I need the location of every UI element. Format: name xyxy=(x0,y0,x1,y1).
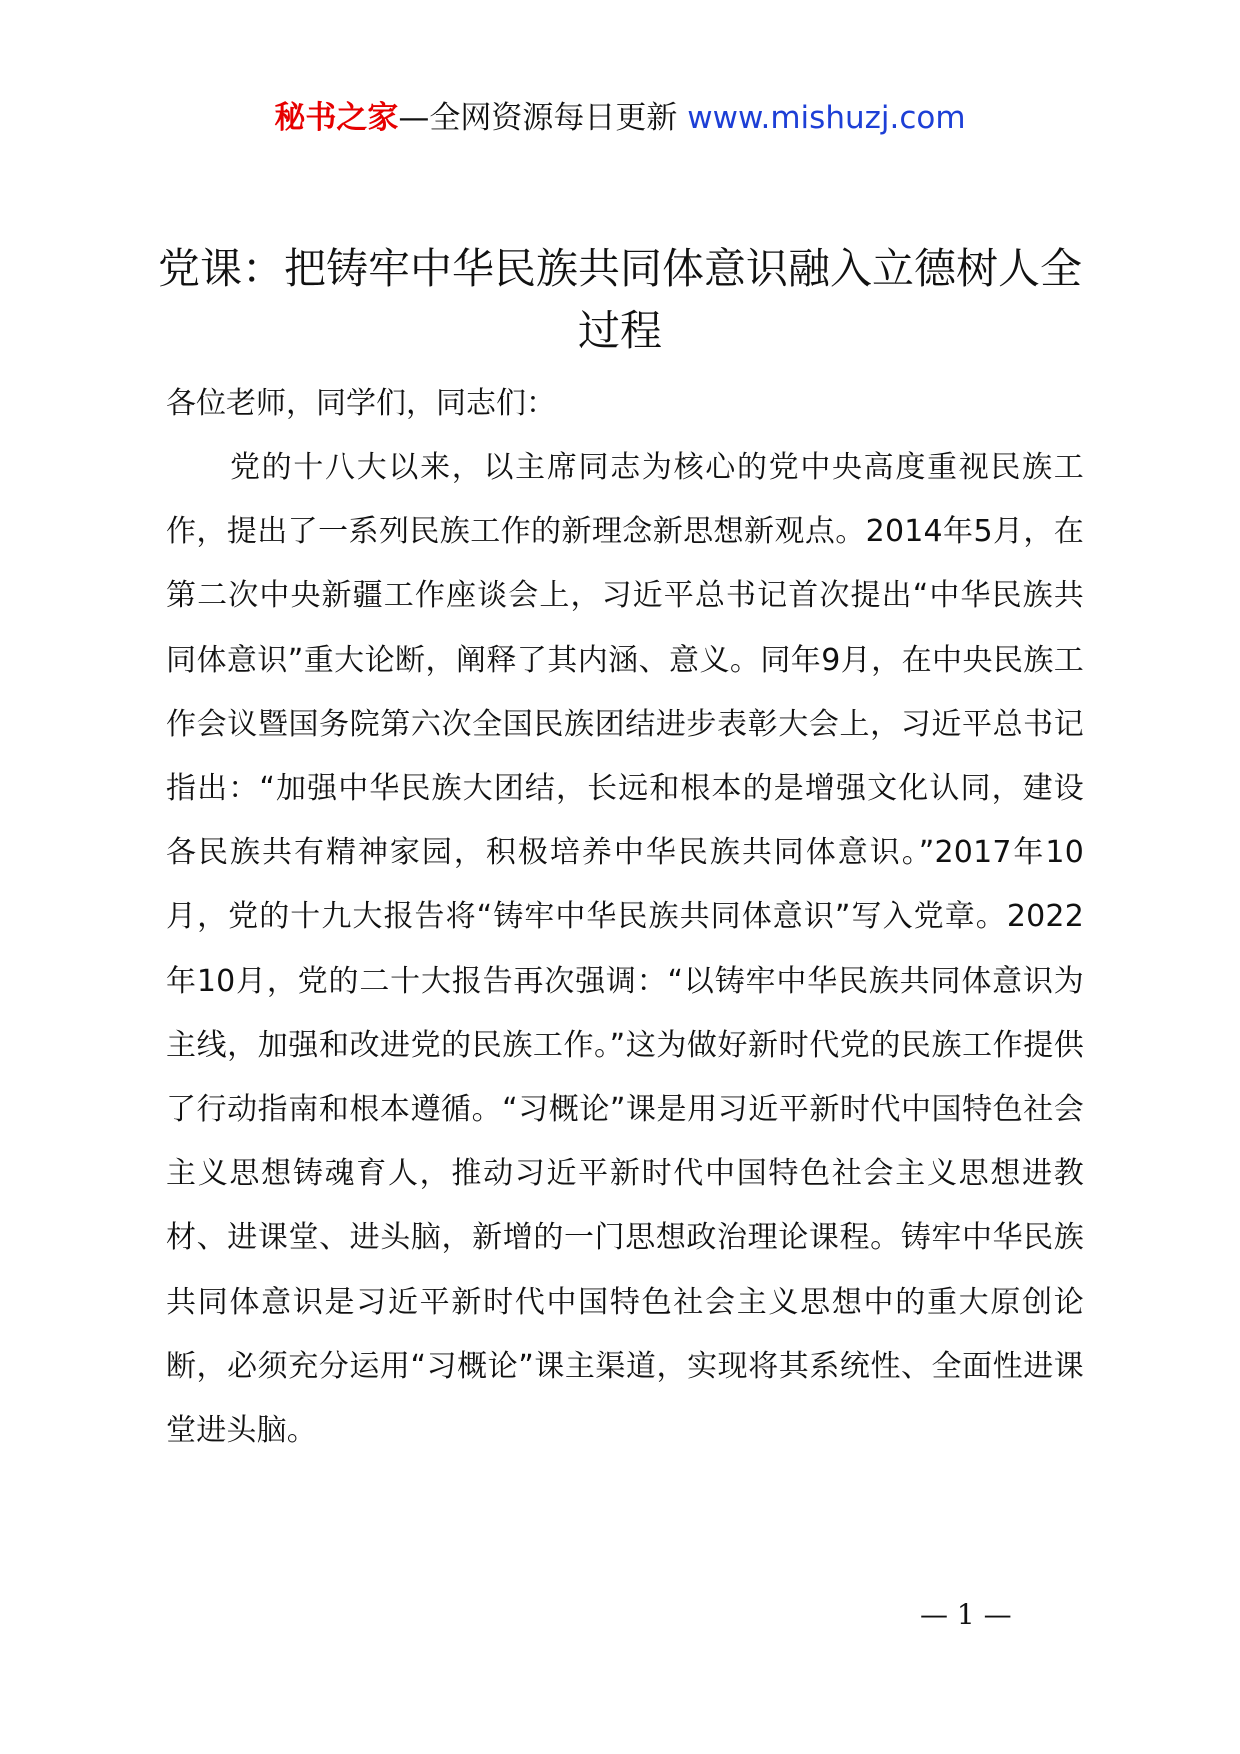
header-tagline: —全网资源每日更新 xyxy=(398,100,688,136)
site-header xyxy=(0,98,1240,138)
brand-name: 秘书之家 xyxy=(274,100,399,136)
page-number: — 1 — xyxy=(920,1598,1012,1631)
body-paragraph: 党的十八大以来，以主席同志为核心的党中央高度重视民族工作，提出了一系列民族工作的新理念新思想新观点。2014年5月，在第二次中央新疆工作座谈会上，习近平总书记首次提出“中华民族共同体意识”重大论断，阐释了其内涵、意义。同年9月，在中央民族工作会议暨国务院第六次全国民族团结进步表彰大会上，习近平总书记指出：“加强中华民族大团结，长远和根本的是增强文化认同，建设各民族共有精神家园，积极培养中华民族共同体意识。”2017年10月，党的十九大报告将“铸牢中华民族共同体意识”写入党章。2022年10月，党的二十大报告再次强调：“以铸牢中华民族共同体意识为主线，加强和改进党的民族工作。”这为做好新时代党的民族工作提供了行动指南和根本遵循。“习概论”课是用习近平新时代中国特色社会主义思想铸魂育人，推动习近平新时代中国特色社会主义思想进教材、进课堂、进头脑，新增的一门思想政治理论课程。铸牢中华民族共同体意识是习近平新时代中国特色社会主义思想中的重大原创论断，必须充分运用“习概论”课主渠道，实现将其系统性、全面性进课堂进头脑。 xyxy=(166,450,1084,1449)
document-title: 党课：把铸牢中华民族共同体意识融入立德树人全过程 xyxy=(157,244,1082,355)
website-link[interactable]: www.mishuzj.com xyxy=(687,100,966,136)
salutation: 各位老师，同学们，同志们： xyxy=(166,386,556,421)
